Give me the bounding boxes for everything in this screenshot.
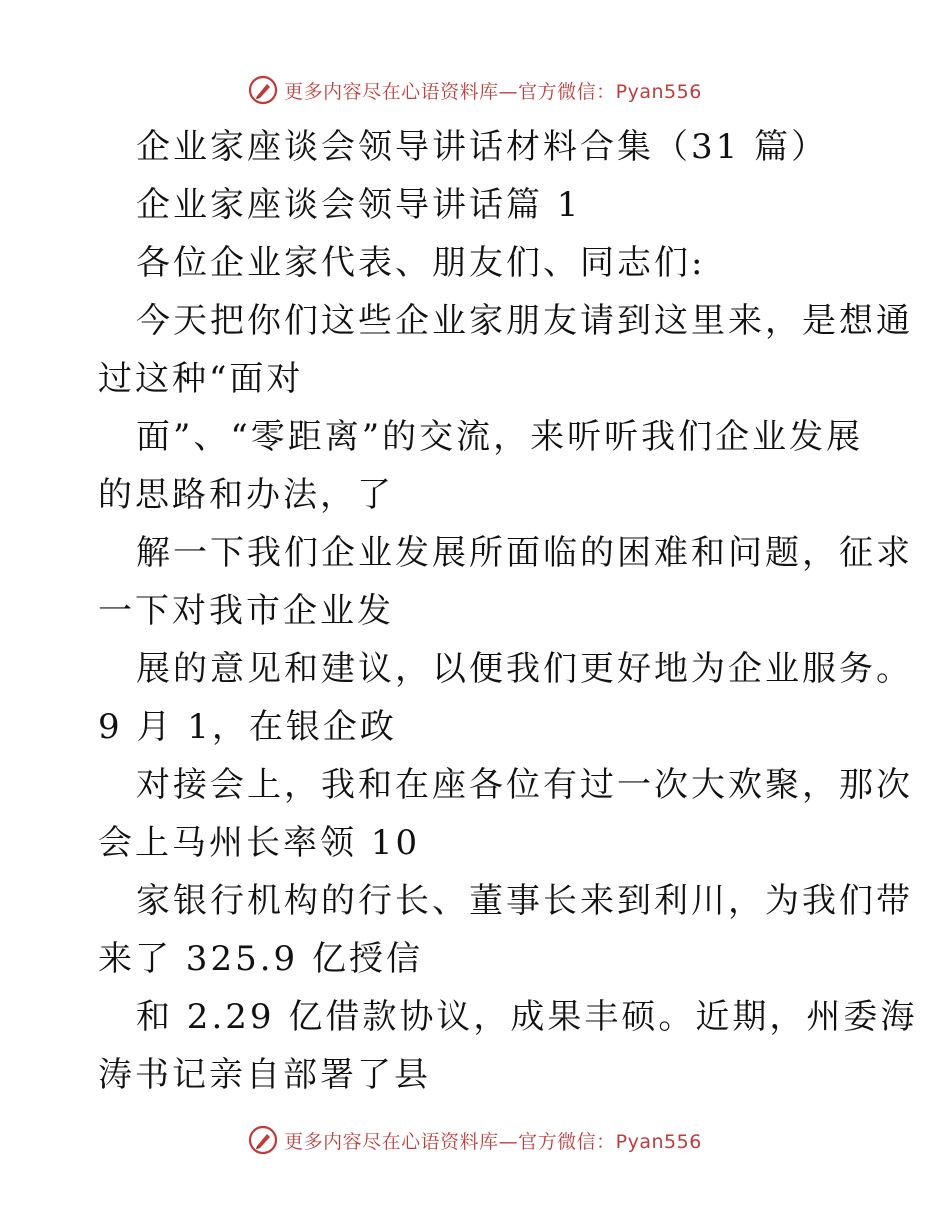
text-line: 解一下我们企业发展所面临的困难和问题，征求 <box>136 533 913 573</box>
watermark-text: 更多内容尽在心语资料库—官方微信：Pyan556 <box>284 1130 702 1153</box>
watermark-text: 更多内容尽在心语资料库—官方微信：Pyan556 <box>284 80 702 103</box>
text-line: 对接会上，我和在座各位有过一次大欢聚，那次 <box>136 765 913 805</box>
footer-watermark <box>0 1120 950 1160</box>
text-line: 会上马州长率领 10 <box>98 823 421 863</box>
text-line: 和 2.29 亿借款协议，成果丰硕。近期，州委海 <box>136 997 918 1037</box>
text-line: 面”、“零距离”的交流，来听听我们企业发展 <box>136 417 864 457</box>
text-line: 一下对我市企业发 <box>98 591 394 631</box>
text-line: 涛书记亲自部署了县 <box>98 1055 431 1095</box>
text-line: 来了 325.9 亿授信 <box>98 939 423 979</box>
text-line: 展的意见和建议，以便我们更好地为企业服务。 <box>136 649 913 689</box>
document-body <box>98 118 918 1104</box>
text-line: 的思路和办法，了 <box>98 475 394 515</box>
text-line: 今天把你们这些企业家朋友请到这里来，是想通 <box>136 301 913 341</box>
text-line: 企业家座谈会领导讲话材料合集（31 篇） <box>136 127 829 167</box>
text-line: 9 月 1，在银企政 <box>98 707 397 747</box>
text-line: 各位企业家代表、朋友们、同志们: <box>136 243 706 283</box>
text-line: 企业家座谈会领导讲话篇 1 <box>136 185 582 225</box>
header-watermark <box>0 70 950 110</box>
text-line: 家银行机构的行长、董事长来到利川，为我们带 <box>136 881 913 921</box>
pen-logo-icon <box>248 75 278 105</box>
pen-logo-icon <box>248 1125 278 1155</box>
text-line: 过这种“面对 <box>98 359 304 399</box>
